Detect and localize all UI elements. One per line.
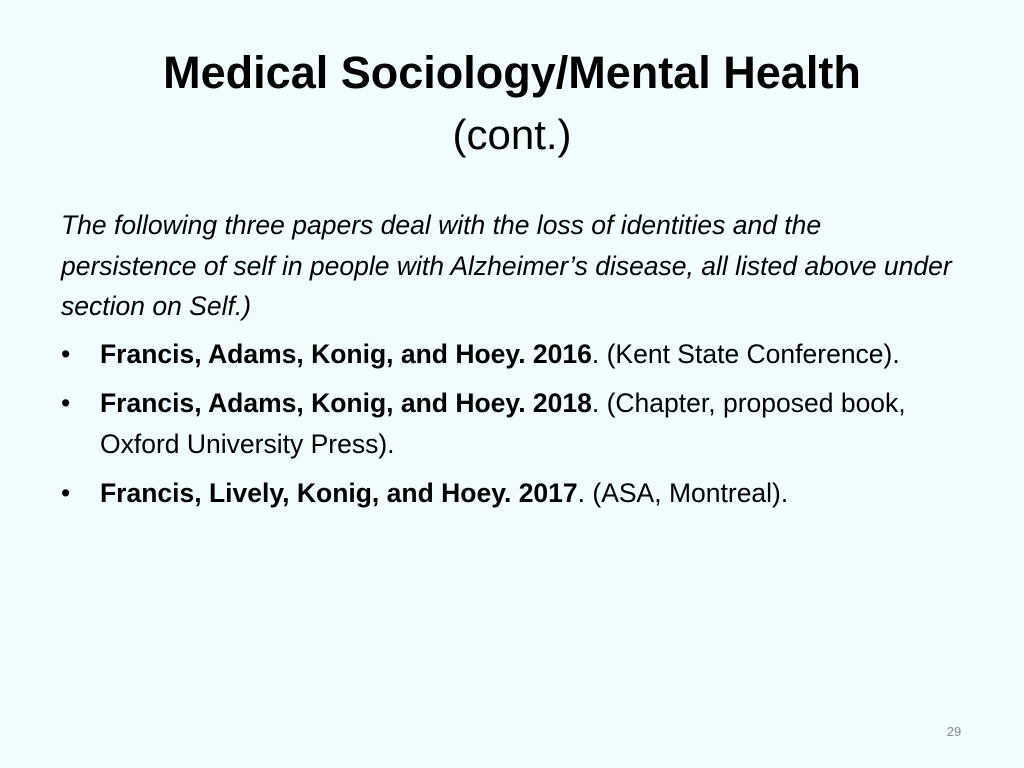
title-main: Medical Sociology/Mental Health (163, 47, 861, 98)
reference-item (61, 383, 961, 464)
reference-detail: . (ASA, Montreal). (577, 478, 789, 508)
reference-item (61, 334, 961, 375)
page-number: 29 (946, 724, 962, 739)
reference-authors: Francis, Lively, Konig, and Hoey. 2017 (100, 478, 578, 508)
reference-detail: . (Chapter, proposed book, Oxford University Press). (100, 388, 906, 459)
reference-item (61, 473, 961, 514)
intro-paragraph: The following three papers deal with the loss of identities and the persistence of self in people with Alzheimer’s disease, all listed above under section on Self.) (61, 210, 952, 321)
reference-detail: . (Kent State Conference). (591, 338, 900, 369)
bullet-icon: • (61, 388, 71, 418)
bullet-icon: • (61, 338, 71, 369)
bullet-icon: • (61, 478, 71, 508)
reference-authors: Francis, Adams, Konig, and Hoey. 2016 (100, 338, 592, 369)
reference-authors: Francis, Adams, Konig, and Hoey. 2018 (100, 388, 592, 418)
slide-body (61, 205, 961, 523)
reference-list (61, 334, 961, 514)
title-subtitle: (cont.) (452, 111, 572, 158)
slide-title (60, 42, 964, 166)
